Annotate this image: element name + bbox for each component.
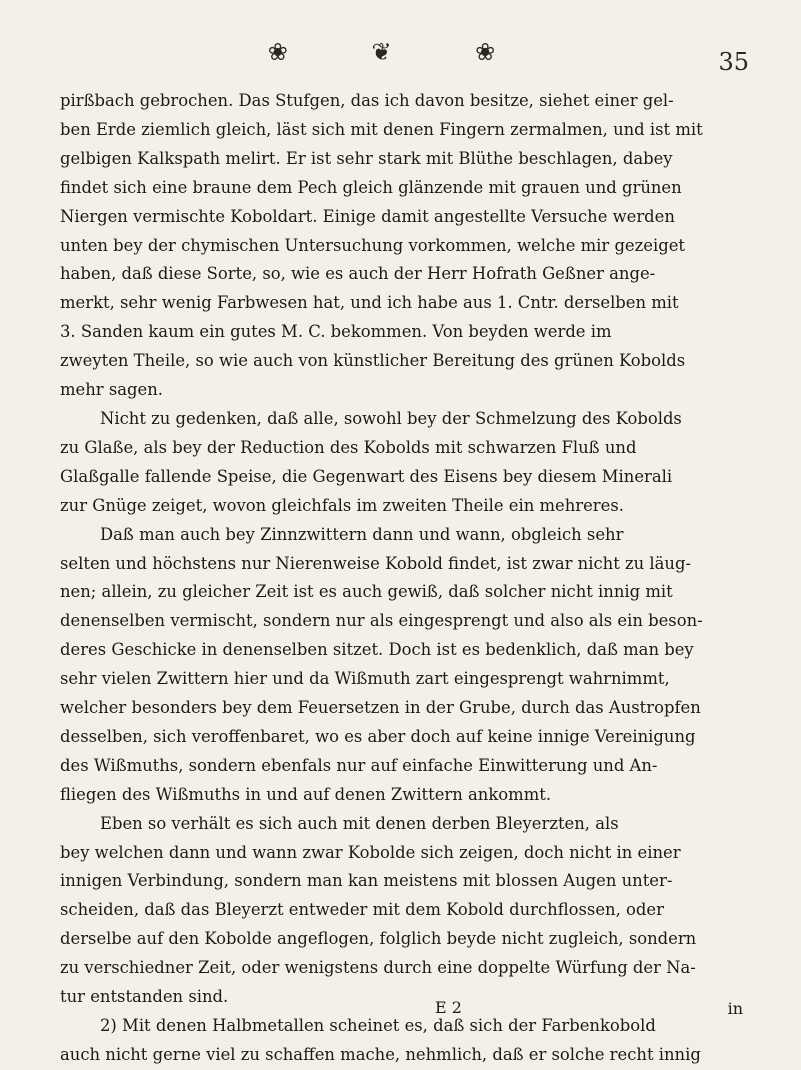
header-ornaments: ❀ ❦ ❀ xyxy=(267,38,534,66)
text-line: Niergen vermischte Koboldart. Einige damit angestellte Versuche werden xyxy=(60,206,675,226)
text-line: zu verschiedner Zeit, oder wenigstens durch eine doppelte Würfung der Na- xyxy=(60,958,696,978)
text-line: derselbe auf den Kobolde angeflogen, folglich beyde nicht zugleich, sondern xyxy=(60,929,697,949)
text-line: selten und höchstens nur Nierenweise Kobold findet, ist zwar nicht zu läug- xyxy=(60,553,692,573)
text-line: zu Glaße, als bey der Reduction des Kobolds mit schwarzen Fluß und xyxy=(60,437,637,457)
text-line: zweyten Theile, so wie auch von künstlicher Bereitung des grünen Kobolds xyxy=(60,351,686,371)
text-line: tur entstanden sind. xyxy=(60,987,229,1007)
text-line: ben Erde ziemlich gleich, läst sich mit denen Fingern zermalmen, und ist mit xyxy=(60,119,703,139)
text-line: Glaßgalle fallende Speise, die Gegenwart des Eisens bey diesem Minerali xyxy=(60,466,673,486)
text-line: deres Geschicke in denenselben sitzet. Doch ist es bedenklich, daß man bey xyxy=(60,640,694,660)
text-line: auch nicht gerne viel zu schaffen mache, nehmlich, daß er solche recht innig xyxy=(60,1044,701,1064)
signature-mark: E 2 xyxy=(435,998,462,1017)
text-line: innigen Verbindung, sondern man kan meistens mit blossen Augen unter- xyxy=(60,871,673,891)
text-line: welcher besonders bey dem Feuersetzen in der Grube, durch das Austropfen xyxy=(60,698,701,718)
text-line: des Wißmuths, sondern ebenfals nur auf einfache Einwitterung und An- xyxy=(60,755,658,775)
text-line: zur Gnüge zeiget, wovon gleichfals im zweiten Theile ein mehreres. xyxy=(60,495,624,515)
text-line: mehr sagen. xyxy=(60,380,163,400)
text-line: nen; allein, zu gleicher Zeit ist es auch gewiß, daß solcher nicht innig mit xyxy=(60,582,673,602)
catchword: in xyxy=(727,999,743,1018)
text-line: fliegen des Wißmuths in und auf denen Zwittern ankommt. xyxy=(60,784,552,804)
text-line: sehr vielen Zwittern hier und da Wißmuth zart eingesprengt wahrnimmt, xyxy=(60,669,670,689)
text-line: desselben, sich veroffenbaret, wo es aber doch auf keine innige Vereinigung xyxy=(60,726,696,746)
paragraph-start: 2) Mit denen Halbmetallen scheinet es, daß sich der Farbenkobold xyxy=(100,1016,656,1035)
body-text xyxy=(60,87,740,1070)
text-line: denenselben vermischt, sondern nur als eingesprengt und also als ein beson- xyxy=(60,611,703,631)
paragraph-start: Daß man auch bey Zinnzwittern dann und wann, obgleich sehr xyxy=(100,524,624,544)
text-line: bey welchen dann und wann zwar Kobolde sich zeigen, doch nicht in einer xyxy=(60,842,681,862)
text-line: pirßbach gebrochen. Das Stufgen, das ich davon besitze, siehet einer gel- xyxy=(60,91,674,110)
text-line: scheiden, daß das Bleyerzt entweder mit dem Kobold durchflossen, oder xyxy=(60,900,664,920)
text-line: 3. Sanden kaum ein gutes M. C. bekommen. Von beyden werde im xyxy=(60,322,612,342)
page-number: 35 xyxy=(718,48,749,76)
text-line: findet sich eine braune dem Pech gleich glänzende mit grauen und grünen xyxy=(60,177,682,197)
text-line: gelbigen Kalkspath melirt. Er ist sehr stark mit Blüthe beschlagen, dabey xyxy=(60,148,673,168)
text-line: haben, daß diese Sorte, so, wie es auch der Herr Hofrath Geßner ange- xyxy=(60,264,656,284)
text-line: unten bey der chymischen Untersuchung vorkommen, welche mir gezeiget xyxy=(60,235,685,255)
paragraph-start: Eben so verhält es sich auch mit denen derben Bleyerzten, als xyxy=(100,813,619,833)
text-line: merkt, sehr wenig Farbwesen hat, und ich habe aus 1. Cntr. derselben mit xyxy=(60,293,679,313)
paragraph-start: Nicht zu gedenken, daß alle, sowohl bey der Schmelzung des Kobolds xyxy=(100,408,682,428)
